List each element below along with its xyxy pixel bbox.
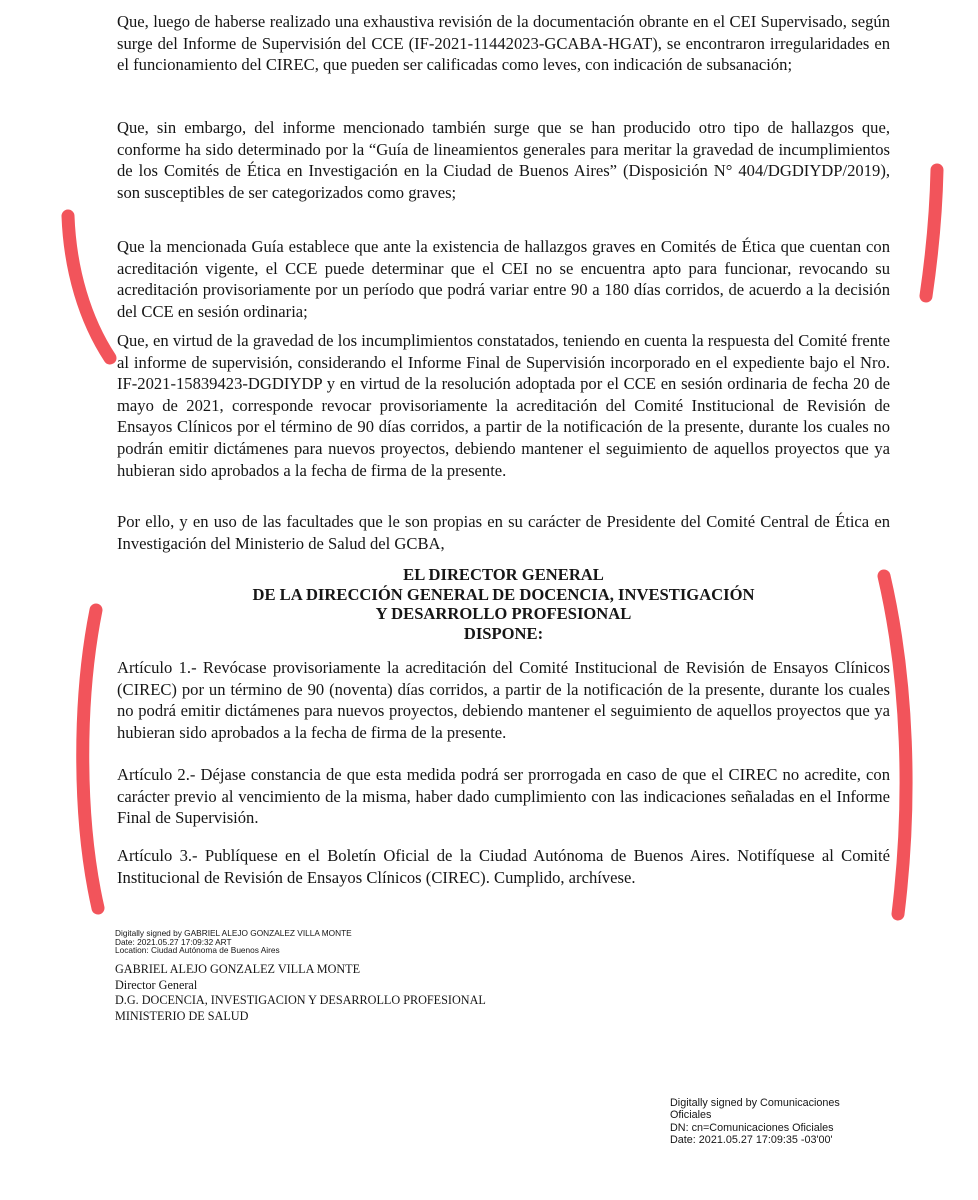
signer-office: D.G. DOCENCIA, INVESTIGACION Y DESARROLLO PROFESIONAL [115, 993, 486, 1007]
stamp-line: Digitally signed by GABRIEL ALEJO GONZALEZ VILLA MONTE [115, 928, 352, 938]
article-1: Artículo 1.- Revócase provisoriamente la acreditación del Comité Institucional de Revisión de Ensayos Clínicos (CIREC) por un término de 90 (noventa) días corridos, a partir de la notificación de la presente, durante los cuales no podrá emitir dictámenes para nuevos proyectos, debiendo mantener el seguimiento de aquellos proyectos que ya hubieran sido aprobados a la fecha de firma de la presente. [117, 658, 890, 742]
annotation-stroke [926, 170, 937, 296]
article-2: Artículo 2.- Déjase constancia de que esta medida podrá ser prorrogada en caso de que el CIREC no acredite, con carácter previo al vencimiento de la misma, haber dado cumplimiento con las indicaciones señaladas en el Informe Final de Supervisión. [117, 765, 890, 828]
article-3: Artículo 3.- Publíquese en el Boletín Oficial de la Ciudad Autónoma de Buenos Aires. Notifíquese al Comité Institucional de Revisión de Ensayos Clínicos (CIREC). Cumplido, archívese. [117, 846, 890, 887]
signer-ministry: MINISTERIO DE SALUD [115, 1008, 249, 1023]
stamp-line: Oficiales [670, 1109, 712, 1122]
disposition-heading [117, 565, 890, 643]
signer-name: GABRIEL ALEJO GONZALEZ VILLA MONTE [115, 962, 361, 976]
stamp-line: Date: 2021.05.27 17:09:35 -03'00' [670, 1134, 833, 1147]
paragraph-irregularities: Que, luego de haberse realizado una exhaustiva revisión de la documentación obrante en el CEI Supervisado, según surge del Informe de Supervisión del CCE (IF-2021-11442023-GCABA-HGAT), se encontraron irregularidades en el funcionamiento del CIREC, que pueden ser calificadas como leves, con indicación de subsanación; [117, 12, 890, 75]
paragraph-revocation-reasoning: Que, en virtud de la gravedad de los incumplimientos constatados, teniendo en cuenta la respuesta del Comité frente al informe de supervisión, considerando el Informe Final de Supervisión incorporado en el expediente bajo el Nro. IF-2021-15839423-DGDIYDP y en virtud de la resolución adoptada por el CCE en sesión ordinaria de fecha 20 de mayo de 2021, corresponde revocar provisoriamente la acreditación del Comité Institucional de Revisión de Ensayos Clínicos por el término de 90 días corridos, a partir de la notificación de la presente, durante los cuales no podrán emitir dictámenes para nuevos proyectos, debiendo mantener el seguimiento de aquellos proyectos que ya hubieran sido aprobados a la fecha de firma de la presente. [117, 331, 890, 480]
heading-line: Y DESARROLLO PROFESIONAL [375, 604, 632, 623]
stamp-line: Location: Ciudad Autónoma de Buenos Aires [115, 945, 280, 956]
annotation-stroke [68, 216, 110, 358]
paragraph-por-ello: Por ello, y en uso de las facultades que le son propias en su carácter de Presidente del Comité Central de Ética en Investigación del Ministerio de Salud del GCBA, [117, 512, 890, 553]
stamp-line: Date: 2021.05.27 17:09:32 ART [115, 936, 232, 947]
heading-line: DISPONE: [463, 623, 544, 643]
annotation-stroke [83, 610, 98, 908]
stamp-line: Digitally signed by Comunicaciones [670, 1097, 840, 1109]
heading-line: DE LA DIRECCIÓN GENERAL DE DOCENCIA, INVESTIGACIÓN [252, 584, 755, 604]
signer-block [115, 962, 486, 1024]
official-signature-stamp [670, 1097, 840, 1147]
stamp-line: DN: cn=Comunicaciones Oficiales [670, 1121, 834, 1134]
digital-signature-stamp [115, 929, 352, 955]
paragraph-serious-findings: Que, sin embargo, del informe mencionado también surge que se han producido otro tipo de hallazgos que, conforme ha sido determinado por la “Guía de lineamientos generales para meritar la gravedad de incumplimientos de los Comités de Ética en Investigación en la Ciudad de Buenos Aires” (Disposición N° 404/DGDIYDP/2019), son susceptibles de ser categorizados como graves; [117, 118, 890, 202]
heading-line: EL DIRECTOR GENERAL [403, 565, 604, 584]
signer-title: Director General [115, 977, 198, 992]
paragraph-guide: Que la mencionada Guía establece que ante la existencia de hallazgos graves en Comités de Ética que cuentan con acreditación vigente, el CCE puede determinar que el CEI no se encuentra apto para funcionar, revocando su acreditación provisoriamente por un período que podrá variar entre 90 a 180 días corridos, de acuerdo a la decisión del CCE en sesión ordinaria; [117, 237, 890, 321]
